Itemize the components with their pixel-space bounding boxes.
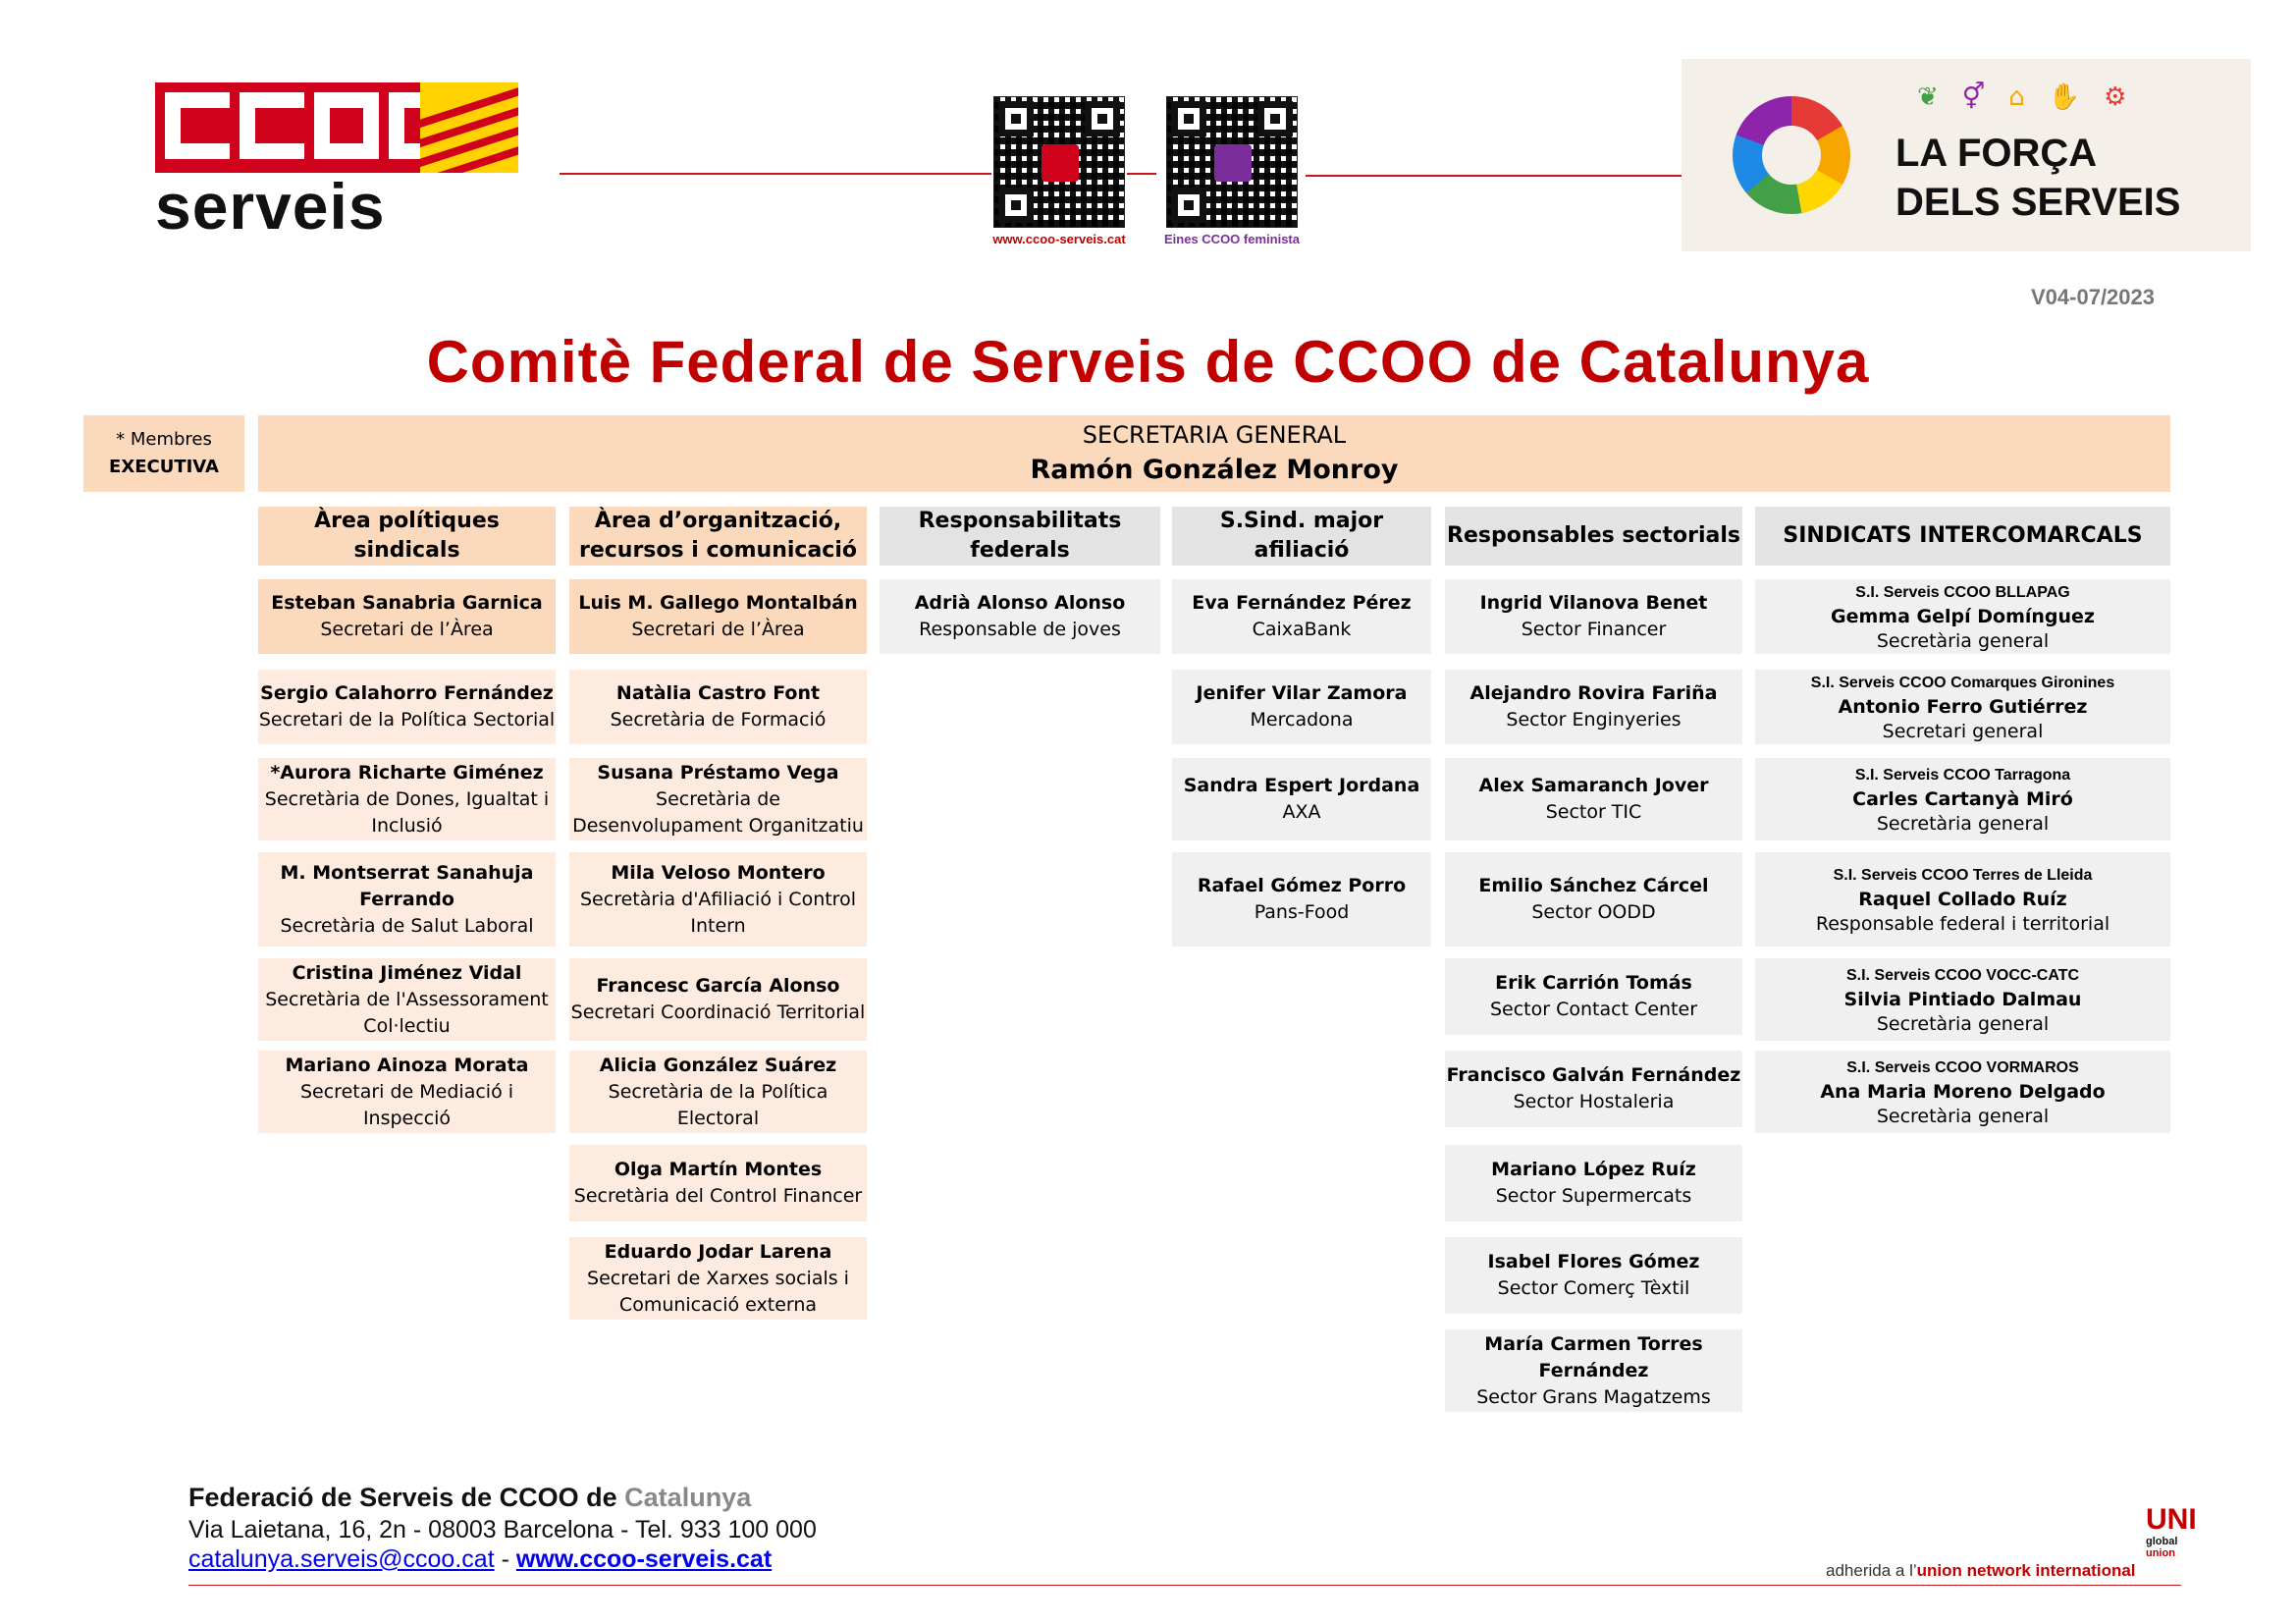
gender-icon: ⚥ [1961, 82, 1986, 112]
member-card [1445, 758, 1742, 840]
column-head-organitzacio: Àrea d’organització, recursos i comunicació [569, 507, 867, 566]
footer-title-grey: Catalunya [624, 1483, 752, 1512]
member-org: S.I. Serveis CCOO VORMAROS [1846, 1058, 2079, 1076]
column-head-federals: Responsabilitats federals [880, 507, 1160, 566]
member-card [258, 758, 556, 840]
uni-global-text: global [2146, 1536, 2178, 1547]
qr-code-web[interactable] [993, 96, 1125, 228]
member-card [1755, 579, 2170, 654]
member-role: Sector Contact Center [1489, 999, 1698, 1020]
member-card [1172, 670, 1431, 744]
header-divider-left [560, 173, 991, 175]
member-role: Sector Hostaleria [1513, 1091, 1675, 1112]
member-card [1755, 1051, 2170, 1133]
member-name: Francisco Galván Fernández [1446, 1064, 1741, 1086]
member-card [569, 852, 867, 947]
member-role: Secretària de Dones, Igualtat i Inclusió [264, 787, 550, 837]
footer-divider [188, 1585, 2181, 1586]
member-card [1445, 579, 1742, 654]
footer-web-link[interactable]: www.ccoo-serveis.cat [515, 1545, 773, 1573]
member-org: S.I. Serveis CCOO Terres de Lleida [1833, 866, 2093, 884]
home-icon: ⌂ [2008, 82, 2025, 112]
member-org: S.I. Serveis CCOO Comarques Gironines [1810, 674, 2115, 691]
member-role: Responsable de joves [919, 619, 1121, 640]
member-name: Carles Cartanyà Miró [1852, 787, 2073, 810]
member-role: Responsable federal i territorial [1815, 912, 2110, 935]
footer-title-main: Federació de Serveis de CCOO de [188, 1483, 625, 1512]
member-role: Secretària general [1876, 812, 2050, 835]
member-name: M. Montserrat Sanahuja Ferrando [280, 861, 534, 910]
qr-web-caption: www.ccoo-serveis.cat [992, 232, 1126, 246]
member-role: Secretari Coordinació Territorial [570, 1001, 866, 1023]
senyera-flag-icon [420, 82, 518, 173]
page-title: Comitè Federal de Serveis de CCOO de Catalunya [426, 329, 1870, 395]
member-role: Secretària de Salut Laboral [280, 914, 534, 937]
forca-ring-icon [1733, 96, 1850, 214]
member-name: Eduardo Jodar Larena [604, 1240, 832, 1263]
secretaria-name: Ramón González Monroy [1030, 455, 1399, 485]
member-name: Sandra Espert Jordana [1183, 775, 1420, 796]
member-role: Secretari de Mediació i Inspecció [299, 1080, 514, 1129]
member-name: Esteban Sanabria Garnica [271, 592, 543, 614]
member-role: Sector OODD [1531, 901, 1656, 923]
secretaria-label: SECRETARIA GENERAL [1082, 421, 1347, 449]
member-role: Secretària del Control Financer [573, 1185, 863, 1207]
ccoo-logo-letters [165, 92, 454, 159]
member-role: Secretari de Xarxes socials i Comunicació externa [587, 1267, 849, 1316]
footer-address: Via Laietana, 16, 2n - 08003 Barcelona - Tel. 933 100 000 [188, 1516, 817, 1543]
member-role: Mercadona [1250, 709, 1354, 731]
member-card [1445, 670, 1742, 744]
member-org: S.I. Serveis CCOO VOCC-CATC [1845, 966, 2080, 984]
uni-logo-text: UNI [2146, 1503, 2197, 1536]
member-card [1755, 670, 2170, 744]
member-role: Sector Comerç Tèxtil [1497, 1277, 1690, 1299]
forca-title-line1: LA FORÇA [1896, 132, 2098, 175]
member-role: Secretària general [1876, 1105, 2050, 1127]
gear-icon: ⚙ [2104, 82, 2127, 112]
member-role: Sector Financer [1521, 619, 1667, 640]
forca-icon-row [1917, 82, 2126, 112]
member-name: Olga Martín Montes [614, 1159, 823, 1180]
member-role: Secretària de Desenvolupament Organitzatiu [572, 787, 864, 837]
member-card [569, 1237, 867, 1320]
member-card [258, 958, 556, 1041]
leaf-icon: ❦ [1917, 82, 1939, 112]
member-card [569, 1051, 867, 1133]
member-name: Raquel Collado Ruíz [1858, 888, 2067, 910]
member-name: Luis M. Gallego Montalbán [578, 592, 858, 614]
member-card [1755, 958, 2170, 1041]
member-role: Secretària general [1876, 1012, 2050, 1035]
member-card [569, 958, 867, 1041]
member-name: Ingrid Vilanova Benet [1479, 592, 1708, 614]
footer-separator: - [494, 1545, 516, 1573]
member-name: Antonio Ferro Gutiérrez [1838, 695, 2088, 718]
member-name: Sergio Calahorro Fernández [260, 682, 554, 704]
member-role: Secretari general [1882, 720, 2044, 742]
member-card [569, 670, 867, 744]
member-role: Secretària de Formació [610, 709, 827, 731]
member-card [569, 758, 867, 840]
member-card [1445, 1051, 1742, 1127]
member-name: Isabel Flores Gómez [1487, 1251, 1700, 1272]
member-role: Sector Supermercats [1495, 1185, 1692, 1207]
header-divider-right [1306, 175, 1726, 177]
uni-global-union-logo [2146, 1503, 2197, 1575]
member-name: Alejandro Rovira Fariña [1469, 682, 1718, 704]
member-role: CaixaBank [1252, 619, 1352, 640]
member-name: Alicia González Suárez [599, 1054, 837, 1076]
member-card [1172, 758, 1431, 840]
member-card [569, 1145, 867, 1221]
legend-line2: EXECUTIVA [109, 457, 219, 477]
hand-icon: ✋ [2048, 82, 2081, 112]
adherida-link: union network international [1916, 1561, 2136, 1580]
footer-links [188, 1545, 772, 1574]
member-role: Secretària de la Política Electoral [608, 1080, 828, 1129]
column-head-intercomarcals: SINDICATS INTERCOMARCALS [1755, 507, 2170, 566]
member-role: Sector Grans Magatzems [1476, 1385, 1711, 1408]
member-role: Secretari de l’Àrea [631, 619, 805, 640]
member-card [1445, 1237, 1742, 1314]
member-role: Secretari de l’Àrea [320, 619, 494, 640]
member-name: Jenifer Vilar Zamora [1196, 682, 1408, 704]
member-card [258, 579, 556, 654]
uni-union-text: union [2146, 1547, 2175, 1559]
qr-code-feminista[interactable] [1166, 96, 1298, 228]
qr-feminista-caption: Eines CCOO feminista [1164, 232, 1300, 246]
member-name: Gemma Gelpí Domínguez [1831, 605, 2095, 627]
member-card [1445, 1145, 1742, 1221]
forca-title-line2: DELS SERVEIS [1896, 181, 2181, 224]
column-head-politiques: Àrea polítiques sindicals [258, 507, 556, 566]
version-label: V04-07/2023 [2031, 285, 2155, 309]
member-role: Secretària de l'Assessorament Col·lectiu [265, 988, 549, 1037]
member-card [258, 1051, 556, 1133]
member-role: Secretària general [1876, 629, 2050, 652]
member-card [1172, 852, 1431, 947]
legend-executiva [83, 415, 244, 492]
member-name: *Aurora Richarte Giménez [270, 761, 544, 784]
member-org: S.I. Serveis CCOO BLLAPAG [1855, 583, 2070, 601]
member-name: Erik Carrión Tomás [1495, 972, 1692, 994]
member-card [258, 670, 556, 744]
member-name: Adrià Alonso Alonso [914, 592, 1126, 614]
member-name: Natàlia Castro Font [615, 682, 821, 704]
member-card [258, 852, 556, 947]
adherida-prefix: adherida a l’ [1826, 1561, 1917, 1580]
member-org: S.I. Serveis CCOO Tarragona [1854, 766, 2071, 784]
member-name: Mila Veloso Montero [611, 861, 826, 884]
member-name: Cristina Jiménez Vidal [292, 961, 522, 984]
column-head-major-afiliacio: S.Sind. major afiliació [1172, 507, 1431, 566]
member-name: Susana Préstamo Vega [597, 761, 839, 784]
member-card [1445, 958, 1742, 1035]
member-role: Sector TIC [1545, 801, 1642, 823]
member-role: Sector Enginyeries [1506, 709, 1682, 731]
member-role: Pans-Food [1254, 901, 1350, 923]
member-name: Ana Maria Moreno Delgado [1820, 1080, 2106, 1103]
member-role: Secretària d'Afiliació i Control Intern [580, 888, 856, 937]
member-name: Eva Fernández Pérez [1192, 592, 1412, 614]
member-card [880, 579, 1160, 654]
member-role: AXA [1282, 801, 1321, 823]
column-head-sectorials: Responsables sectorials [1445, 507, 1742, 566]
member-name: Rafael Gómez Porro [1197, 875, 1407, 896]
header-divider-mid [1127, 173, 1156, 175]
member-name: Silvia Pintiado Dalmau [1843, 988, 2082, 1010]
secretaria-general-box [258, 415, 2170, 492]
member-name: Mariano López Ruíz [1491, 1159, 1696, 1180]
member-name: Francesc García Alonso [596, 975, 840, 997]
legend-line1: * Membres [116, 429, 212, 450]
la-forca-dels-serveis-logo [1682, 59, 2251, 251]
member-name: María Carmen Torres Fernández [1484, 1332, 1703, 1381]
member-name: Mariano Ainoza Morata [285, 1054, 529, 1076]
member-name: Alex Samaranch Jover [1478, 775, 1709, 796]
member-card [1445, 1329, 1742, 1412]
member-name: Emilio Sánchez Cárcel [1478, 875, 1709, 896]
member-card [1172, 579, 1431, 654]
member-card [1755, 758, 2170, 840]
logo-serveis-word: serveis [155, 170, 386, 243]
member-role: Secretari de la Política Sectorial [258, 709, 556, 731]
member-card [569, 579, 867, 654]
member-card [1445, 852, 1742, 947]
ccoo-logo [155, 82, 518, 173]
member-card [1755, 852, 2170, 947]
footer-email-link[interactable]: catalunya.serveis@ccoo.cat [188, 1545, 495, 1573]
adherida-text [1826, 1561, 2136, 1581]
footer-title [188, 1483, 751, 1513]
